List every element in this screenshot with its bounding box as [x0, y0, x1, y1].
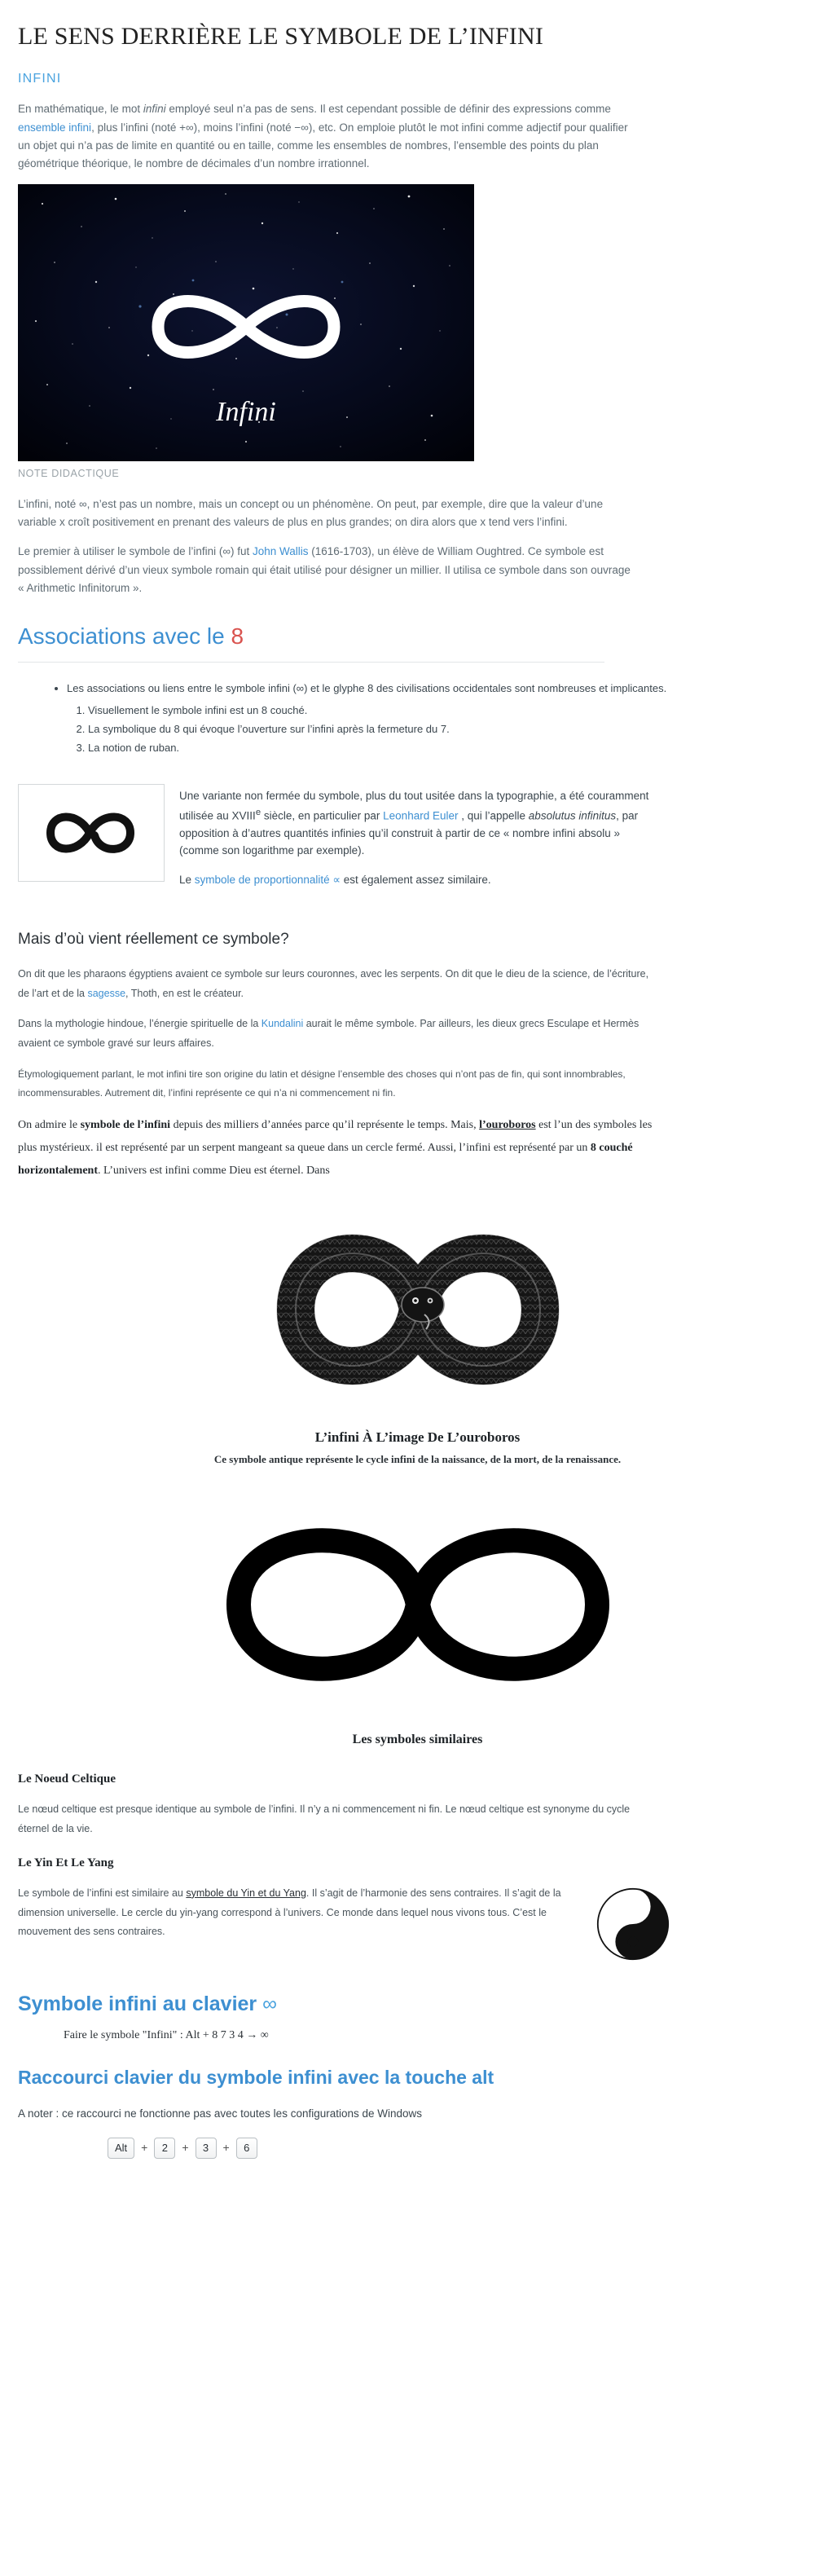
euler-paragraph-2 — [179, 871, 652, 889]
big-infinity-wrap — [18, 1482, 817, 1727]
link-john-wallis[interactable]: John Wallis — [252, 545, 309, 558]
alt-shortcut-title: Raccourci clavier du symbole infini avec la touche alt — [18, 2067, 494, 2089]
yin-yang-figure — [596, 1887, 670, 1961]
yin-text-b: . Il s’agit de l’harmonie des sens contraires. Il s’agit de la dimension universelle. Le cercle du yin-yang correspond à l’univers. Ce monde dans lequel nous vivons tous. C’est le mouvement des sens contraires. — [18, 1887, 561, 1938]
assoc-title-number: 8 — [231, 623, 244, 650]
celtic-knot-title: Le Noeud Celtique — [18, 1772, 116, 1786]
associations-title — [18, 619, 817, 654]
infinity-starfield-image — [18, 184, 474, 461]
prop-text-b: est également assez similaire. — [341, 873, 491, 886]
origin-p1-a: On dit que les pharaons égyptiens avaient ce symbole sur leurs couronnes, avec les serpents. On dit que le dieu de la science, de l’écriture, de l’art et de la — [18, 967, 649, 999]
origin-p2-a: Dans la mythologie hindoue, l’énergie spirituelle de la — [18, 1018, 261, 1030]
origin-bold-8couche: 8 couché horizontalement — [18, 1141, 633, 1177]
image-caption: NOTE DIDACTIQUE — [18, 468, 120, 480]
keyboard-section-title — [18, 1988, 817, 2020]
link-leonhard-euler[interactable]: Leonhard Euler — [383, 809, 459, 822]
ouroboros-subtitle: Ce symbole antique représente le cycle infini de la naissance, de la mort, de la renaissance. — [213, 1452, 622, 1465]
list-item: 1. Visuellement le symbole infini est un 8 couché. — [88, 702, 817, 719]
celtic-knot-text: Le nœud celtique est presque identique au symbole de l’infini. Il n’y a ni commencement ni fin. Le nœud celtique est synonyme du cycle éternel de la vie. — [18, 1803, 631, 1834]
assoc-bullet-text: Les associations ou liens entre le symbole infini (∞) et le glyphe 8 des civilisations occidentales sont nombreuses et implicantes. — [67, 682, 667, 695]
para3-text-b: (1616-1703), un élève de William Oughtred. Ce symbole est possiblement dérivé d’un vieux symbole romain qui était utilisé pour désigner un millier. Il utilisa ce symbole dans son ouvrage « Arithmetic Infinitorum ». — [18, 545, 631, 594]
infinity-symbol-large — [165, 1482, 670, 1727]
divider — [18, 662, 604, 663]
keyboard-title-symbol: ∞ — [262, 1992, 277, 2015]
keyboard-title-text: Symbole infini au clavier — [18, 1992, 263, 2015]
origin-paragraph-3: Étymologiquement parlant, le mot infini tire son origine du latin et désigne l’ensemble des choses qui n’ont pas de fin, qui sont innombrables, incommensurables. Autrement dit, l’infini représente ce qui n’a ni commencement ni fin. — [18, 1068, 626, 1099]
yin-yang-title: Le Yin Et Le Yang — [18, 1856, 114, 1869]
link-sagesse[interactable]: sagesse — [87, 987, 126, 999]
intro-text-2: employé seul n’a pas de sens. Il est cependant possible de définir des expressions comme — [165, 103, 611, 116]
associations-sublist — [67, 702, 817, 756]
euler-text-4: , par opposition à d’autres quantités infinies qu’il construit à partir de ce « nombre infini absolu » (comme son logarithme par exemple). — [179, 809, 639, 857]
euler-century: XVIII — [231, 809, 256, 822]
origin-question: Mais d’où vient réellement ce symbole? — [18, 931, 289, 949]
ouroboros-title: L’infini À L’image De L’ouroboros — [314, 1429, 521, 1445]
yin-text-a: Le symbole de l’infini est similaire au — [18, 1887, 187, 1899]
euler-text-3: , qui l’appelle — [458, 809, 529, 822]
paragraph-2: L’infini, noté ∞, n’est pas un nombre, mais un concept ou un phénomène. On peut, par exemple, dire que la valeur d’une variable x croît positivement en prenant des valeurs de plus en plus grandes; on dira alors que x tend vers l’infini. — [18, 497, 604, 528]
ouroboros-image-wrap — [18, 1196, 817, 1424]
origin-paragraph-1 — [18, 965, 661, 1004]
alt-shortcut-note: A noter : ce raccourci ne fonctionne pas avec toutes les configurations de Windows — [18, 2107, 423, 2120]
assoc-title-prefix: Associations avec le — [18, 623, 231, 650]
yin-yang-text-block — [18, 1884, 580, 1953]
list-item — [67, 680, 817, 756]
prop-text-a: Le — [179, 873, 195, 886]
origin-p4-c: depuis des milliers d’années parce qu’il représente le temps. Mais, — [170, 1118, 480, 1131]
paragraph-3 — [18, 543, 637, 597]
section-subhead: INFINI — [18, 71, 62, 86]
key-separator: + — [222, 2141, 230, 2155]
origin-paragraph-2 — [18, 1015, 661, 1054]
euler-century-sup: e — [255, 807, 261, 817]
open-infinity-icon — [42, 804, 140, 861]
list-item: 3. La notion de ruban. — [88, 740, 817, 756]
starfield-graphic — [18, 184, 474, 461]
origin-p4-d: est l’un des symboles les plus mystérieux. il est représenté par un serpent mangeant sa queue dans un cercle fermé. Aussi, l’infini est représenté par un — [18, 1118, 653, 1154]
key-separator: + — [141, 2141, 148, 2155]
image-word-infini: Infini — [216, 397, 276, 428]
list-item: 2. La symbolique du 8 qui évoque l’ouverture sur l’infini après la fermeture du 7. — [88, 721, 817, 738]
link-symbole-proportionnalite[interactable]: symbole de proportionnalité ∝ — [194, 873, 341, 886]
origin-p4-e: . L’univers est infini comme Dieu est éternel. Dans — [97, 1164, 330, 1177]
page-title: LE SENS DERRIÈRE LE SYMBOLE DE L’INFINI — [18, 23, 544, 50]
key-6[interactable]: 6 — [236, 2138, 257, 2159]
para3-text-a: Le premier à utiliser le symbole de l’infini (∞) fut — [18, 545, 253, 558]
key-3[interactable]: 3 — [196, 2138, 217, 2159]
euler-text — [179, 784, 652, 900]
origin-p2-b: aurait le même symbole. Par ailleurs, les dieux grecs Esculape et Hermès avaient ce symbole gravé sur leurs affaires. — [18, 1018, 639, 1050]
link-symbole-yin-yang[interactable]: symbole du Yin et du Yang — [186, 1887, 306, 1899]
ouroboros-illustration — [169, 1196, 666, 1424]
key-alt[interactable]: Alt — [108, 2138, 134, 2159]
key-separator: + — [182, 2141, 189, 2155]
keyboard-shortcut-line: Faire le symbole "Infini" : Alt + 8 7 3 4 → ∞ — [64, 2028, 269, 2041]
origin-p1-b: , Thoth, en est le créateur. — [125, 987, 244, 999]
euler-text-1: Une variante non fermée du symbole, plus du tout usitée dans la typographie, a été couramment utilisée au — [179, 790, 649, 822]
link-ensemble-infini[interactable]: ensemble infini — [18, 121, 92, 134]
ouroboros-caption — [18, 1427, 817, 1468]
link-kundalini[interactable]: Kundalini — [261, 1018, 304, 1030]
origin-paragraph-4 — [18, 1114, 670, 1182]
intro-text-1: En mathématique, le mot — [18, 103, 143, 116]
similar-symbols-caption: Les symboles similaires — [352, 1733, 483, 1746]
origin-bold-ouroboros: l’ouroboros — [479, 1118, 536, 1131]
intro-italic-infini: infini — [143, 103, 166, 116]
yin-yang-row — [18, 1884, 817, 1961]
key-2[interactable]: 2 — [154, 2138, 175, 2159]
intro-text-3: , plus l’infini (noté +∞), moins l’infini (noté −∞), etc. On emploie plutôt le mot infini comme adjectif pour qualifier un objet qui n’a pas de limite en quantité ou en taille, comme les ensembles de nombres, l’ensemble des points du plan géométrique théorique, le nombre de décimales d’un nombre irrationnel. — [18, 121, 628, 170]
origin-p4-a: On admire le — [18, 1118, 81, 1131]
euler-paragraph-1 — [179, 787, 652, 860]
intro-paragraph — [18, 100, 637, 173]
yin-yang-icon — [596, 1887, 670, 1961]
euler-text-2: siècle, en particulier par — [261, 809, 384, 822]
yin-yang-text — [18, 1884, 580, 1942]
origin-bold-symbole: symbole de l’infini — [80, 1118, 171, 1131]
associations-list — [18, 680, 817, 756]
open-infinity-figure — [18, 784, 165, 882]
euler-section — [18, 784, 817, 900]
keyboard-keys-row — [18, 2138, 817, 2159]
euler-italic: absolutus infinitus — [528, 809, 617, 822]
